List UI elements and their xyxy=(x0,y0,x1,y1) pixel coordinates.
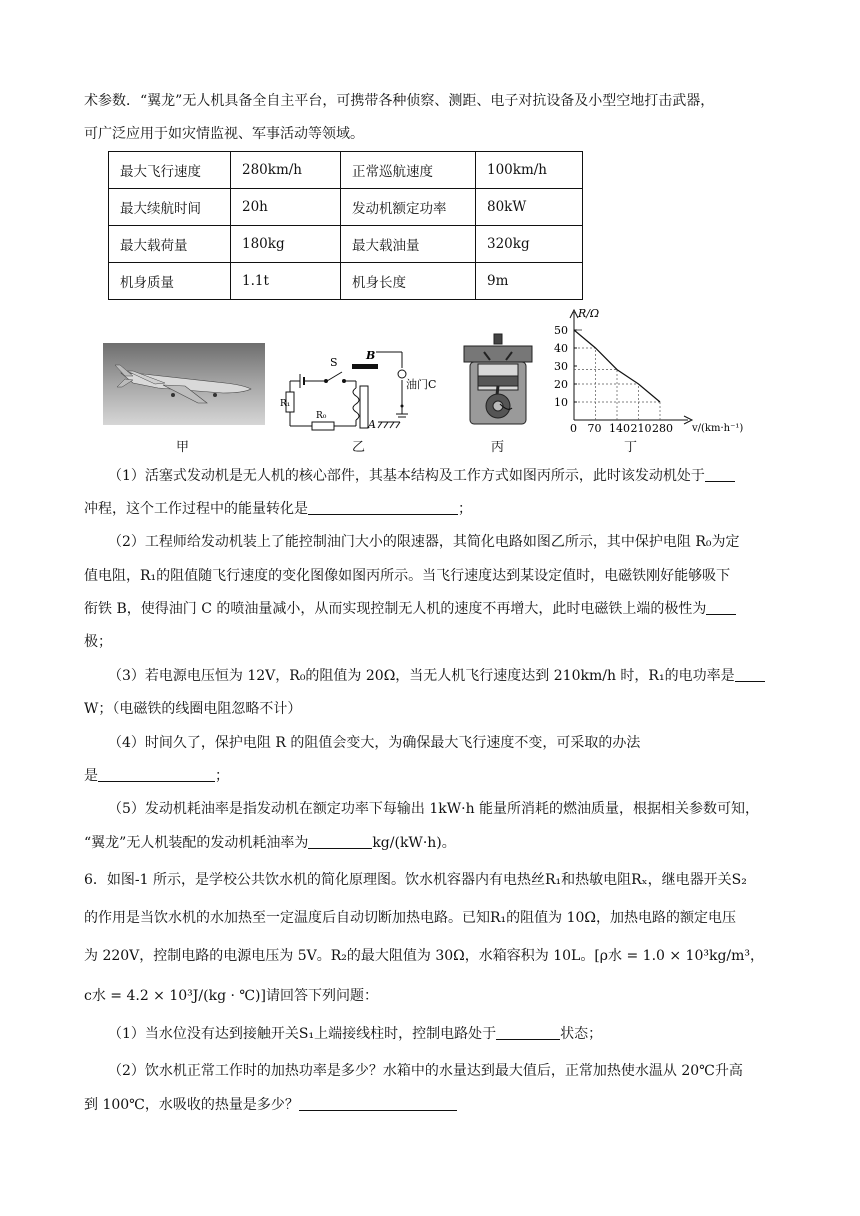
y-tick-label: 20 xyxy=(554,378,568,391)
x-tick-label: 0 xyxy=(570,422,577,435)
answer-blank[interactable] xyxy=(308,500,458,515)
table-cell: 320kg xyxy=(476,226,583,263)
answer-blank[interactable] xyxy=(706,600,736,615)
table-row xyxy=(109,263,583,300)
table-cell: 机身质量 xyxy=(109,263,231,300)
answer-blank[interactable] xyxy=(308,834,372,849)
table-row xyxy=(109,152,583,189)
figure-caption-yi: 乙 xyxy=(352,440,366,455)
engine-diagram xyxy=(460,332,536,428)
q6-sub1 xyxy=(108,1024,788,1044)
q6-line-2: 的作用是当饮水机的水加热至一定温度后自动切断加热电路。已知R₁的阻值为 10Ω，加热电路的额定电压 xyxy=(84,910,737,926)
drone-photo xyxy=(103,343,265,425)
x-tick-label: 70 xyxy=(587,422,602,435)
q5-line-1: （5）发动机耗油率是指发动机在额定功率下每输出 1kW·h 能量所消耗的燃油质量，根据相关参数可知， xyxy=(108,801,760,817)
q1-text-b: 冲程，这个工作过程中的能量转化是 xyxy=(84,501,308,517)
answer-blank[interactable] xyxy=(705,467,735,482)
x-axis-label: v/(km·h⁻¹) xyxy=(692,423,744,434)
q2-text-c: 衔铁 B，使得油门 C 的喷油量减小，从而实现控制无人机的速度不再增大，此时电磁铁上端的极性为 xyxy=(84,601,707,617)
q5-line-2 xyxy=(84,833,788,853)
y-axis-label: R/Ω xyxy=(578,307,600,320)
q6-line-3: 为 220V，控制电路的电源电压为 5V。R₂的最大阻值为 30Ω，水箱容积为 10L。[ρ水 = 1.0 × 10³kg/m³， xyxy=(84,948,765,964)
q2-line-3 xyxy=(84,599,788,619)
table-cell: 最大飞行速度 xyxy=(109,152,231,189)
q6-sub2-line-2 xyxy=(84,1095,788,1115)
intro-line-2: 可广泛应用于如灾情监视、军事活动等领域。 xyxy=(84,126,364,142)
answer-blank[interactable] xyxy=(98,767,215,782)
q1-text-c: ； xyxy=(458,501,472,517)
q6-sub1-text-b: 状态； xyxy=(560,1026,603,1042)
q1-text-a: （1）活塞式发动机是无人机的核心部件，其基本结构及工作方式如图丙所示，此时该发动机处于 xyxy=(108,468,705,484)
y-tick-label: 50 xyxy=(554,324,568,337)
spec-table xyxy=(108,151,583,300)
q2-line-2: 值电阻，R₁的阻值随飞行速度的变化图像如图丙所示。当飞行速度达到某设定值时，电磁铁刚好能够吸下 xyxy=(84,568,731,584)
q2-line-4: 极； xyxy=(84,634,112,650)
armature-label: B xyxy=(366,349,376,362)
q4-line-1: （4）时间久了，保护电阻 R 的阻值会变大，为确保最大飞行速度不变，可采取的办法 xyxy=(108,735,641,751)
valve-label: 油门C xyxy=(406,378,437,391)
table-cell: 100km/h xyxy=(476,152,583,189)
table-cell: 发动机额定功率 xyxy=(341,189,476,226)
q3-text-a: （3）若电源电压恒为 12V，R₀的阻值为 20Ω，当无人机飞行速度达到 210km/h 时，R₁的电功率是 xyxy=(108,668,735,684)
x-tick-label: 210 xyxy=(630,422,652,435)
q6-sub1-text-a: （1）当水位没有达到接触开关S₁上端接线柱时，控制电路处于 xyxy=(108,1026,497,1042)
q4-line-2 xyxy=(84,766,788,786)
q6-line-1: 6．如图-1 所示，是学校公共饮水机的简化原理图。饮水机容器内有电热丝R₁和热敏电阻Rₓ，继电器开关S₂ xyxy=(84,872,747,888)
table-row xyxy=(109,226,583,263)
answer-blank[interactable] xyxy=(735,667,765,682)
q6-line-4: c水 = 4.2 × 10³J/(kg · ℃)]请回答下列问题： xyxy=(84,988,378,1004)
answer-blank[interactable] xyxy=(299,1096,457,1111)
table-cell: 最大载油量 xyxy=(341,226,476,263)
switch-label: S xyxy=(330,356,338,369)
table-cell: 最大载荷量 xyxy=(109,226,231,263)
q5-text-b: “翼龙”无人机装配的发动机耗油率为 xyxy=(84,835,309,851)
q3-line-2: W；（电磁铁的线圈电阻忽略不计） xyxy=(84,701,302,717)
table-cell: 9m xyxy=(476,263,583,300)
q6-sub2-text-b: 到 100℃，水吸收的热量是多少？ xyxy=(84,1097,299,1113)
x-tick-label: 140 xyxy=(609,422,630,435)
table-cell: 正常巡航速度 xyxy=(341,152,476,189)
table-row xyxy=(109,189,583,226)
x-tick-label: 280 xyxy=(652,422,673,435)
table-cell: 最大续航时间 xyxy=(109,189,231,226)
table-cell: 1.1t xyxy=(231,263,341,300)
q1-line-1 xyxy=(108,466,788,486)
y-tick-label: 10 xyxy=(554,396,568,409)
q1-line-2 xyxy=(84,499,788,519)
figure-caption-jia: 甲 xyxy=(176,440,190,455)
q6-sub2-line-1: （2）饮水机正常工作时的加热功率是多少？水箱中的水量达到最大值后，正常加热使水温从 20℃升高 xyxy=(108,1063,743,1079)
table-cell: 180kg xyxy=(231,226,341,263)
q4-text-b: 是 xyxy=(84,768,98,784)
y-tick-label: 30 xyxy=(554,360,568,373)
resistance-speed-graph xyxy=(550,306,750,434)
r0-label: R₀ xyxy=(316,411,327,421)
answer-blank[interactable] xyxy=(496,1025,560,1040)
r1-label: R₁ xyxy=(280,399,291,409)
table-cell: 80kW xyxy=(476,189,583,226)
q2-line-1: （2）工程师给发动机装上了能控制油门大小的限速器，其简化电路如图乙所示，其中保护电阻 R₀为定 xyxy=(108,534,740,550)
figure-caption-bing: 丙 xyxy=(491,440,505,455)
figure-caption-ding: 丁 xyxy=(624,440,638,455)
circuit-diagram xyxy=(282,348,452,434)
y-tick-label: 40 xyxy=(554,342,568,355)
table-cell: 20h xyxy=(231,189,341,226)
q4-text-c: ； xyxy=(215,768,229,784)
q5-text-c: kg/(kW·h)。 xyxy=(372,835,456,851)
q3-line-1 xyxy=(108,666,788,686)
table-cell: 280km/h xyxy=(231,152,341,189)
core-label: A xyxy=(368,418,376,431)
intro-line-1: 术参数．“翼龙”无人机具备全自主平台，可携带各种侦察、测距、电子对抗设备及小型空地打击武器， xyxy=(84,93,715,109)
table-cell: 机身长度 xyxy=(341,263,476,300)
